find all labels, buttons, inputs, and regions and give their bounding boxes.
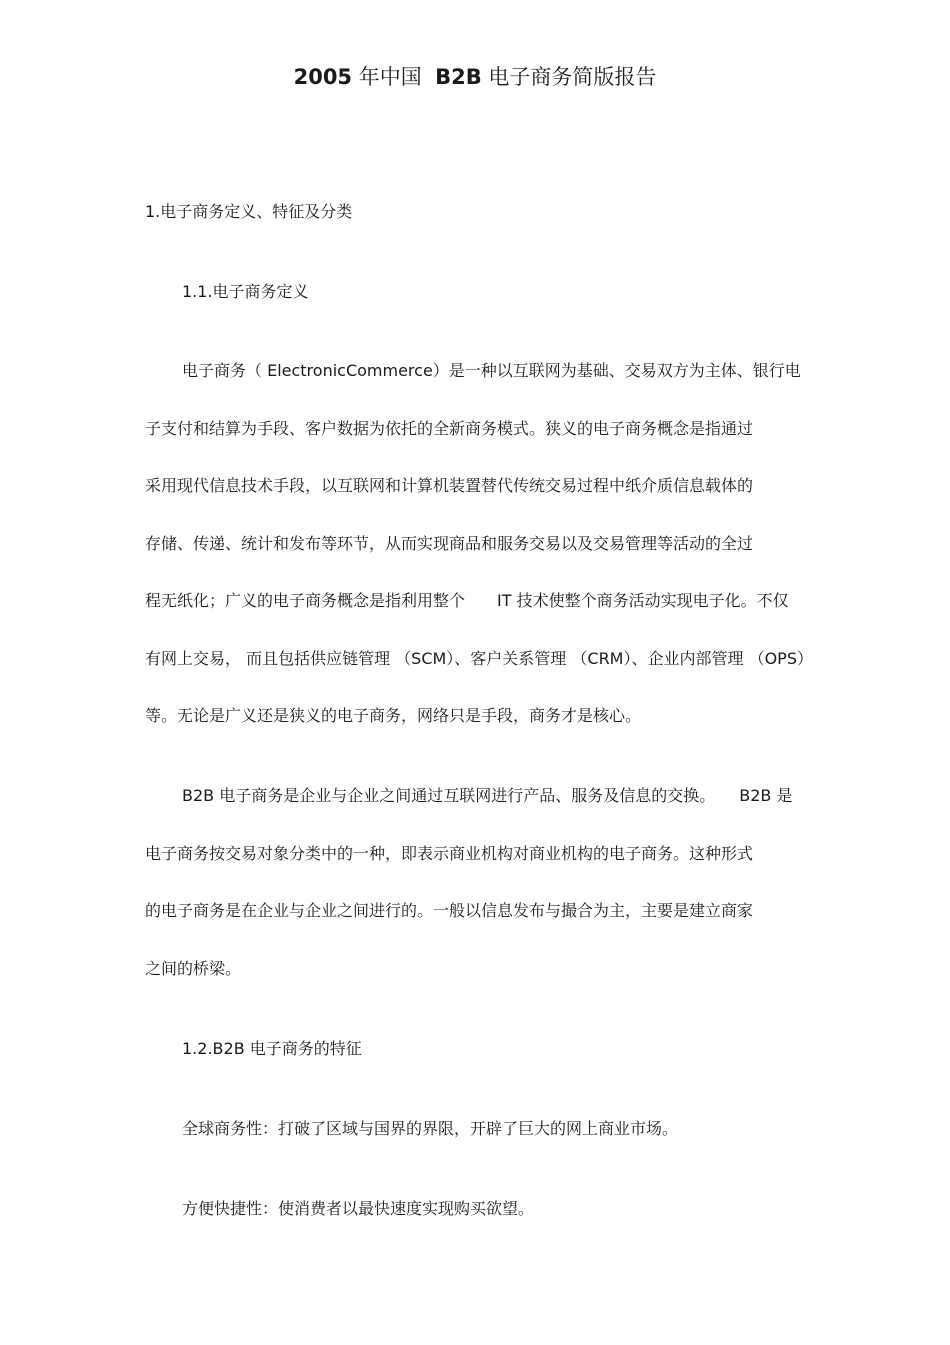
title-rest: 电子商务简版报告 [488,65,657,89]
section-heading-1: 1.电子商务定义、特征及分类 [145,202,353,221]
title-b2b: B2B [435,65,482,89]
title-year: 2005 [293,65,353,89]
paragraph-2-line-2: 电子商务按交易对象分类中的一种，即表示商业机构对商业机构的电子商务。这种形式 [145,844,754,863]
document-title [0,62,950,92]
paragraph-1-line-2: 子支付和结算为手段、客户数据为依托的全新商务模式。狭义的电子商务概念是指通过 [145,419,754,438]
paragraph-1-line-3: 采用现代信息技术手段，以互联网和计算机装置替代传统交易过程中纸介质信息载体的 [145,476,754,495]
section-heading-1-1: 1.1.电子商务定义 [182,282,309,301]
paragraph-2-line-1: B2B 电子商务是企业与企业之间通过互联网进行产品、服务及信息的交换。 B2B 是 [182,786,793,805]
feature-global: 全球商务性：打破了区域与国界的界限，开辟了巨大的网上商业市场。 [182,1119,679,1138]
paragraph-1-line-5: 程无纸化；广义的电子商务概念是指利用整个 IT 技术使整个商务活动实现电子化。不仅 [145,591,789,610]
paragraph-1-line-4: 存储、传递、统计和发布等环节，从而实现商品和服务交易以及交易管理等活动的全过 [145,534,754,553]
paragraph-1-line-6: 有网上交易， 而且包括供应链管理 （SCM）、客户关系管理 （CRM）、企业内部管理 （OPS） [145,649,813,668]
section-heading-1-2: 1.2.B2B 电子商务的特征 [182,1039,362,1058]
paragraph-2-line-4: 之间的桥梁。 [145,959,242,978]
title-mid: 年中国 [358,65,422,89]
paragraph-2-line-3: 的电子商务是在企业与企业之间进行的。一般以信息发布与撮合为主，主要是建立商家 [145,901,754,920]
paragraph-1-line-7: 等。无论是广义还是狭义的电子商务，网络只是手段，商务才是核心。 [145,706,642,725]
paragraph-1-line-1: 电子商务（ ElectronicCommerce）是一种以互联网为基础、交易双方为主体、银行电 [182,361,801,380]
feature-convenience: 方便快捷性：使消费者以最快速度实现购买欲望。 [182,1199,535,1218]
